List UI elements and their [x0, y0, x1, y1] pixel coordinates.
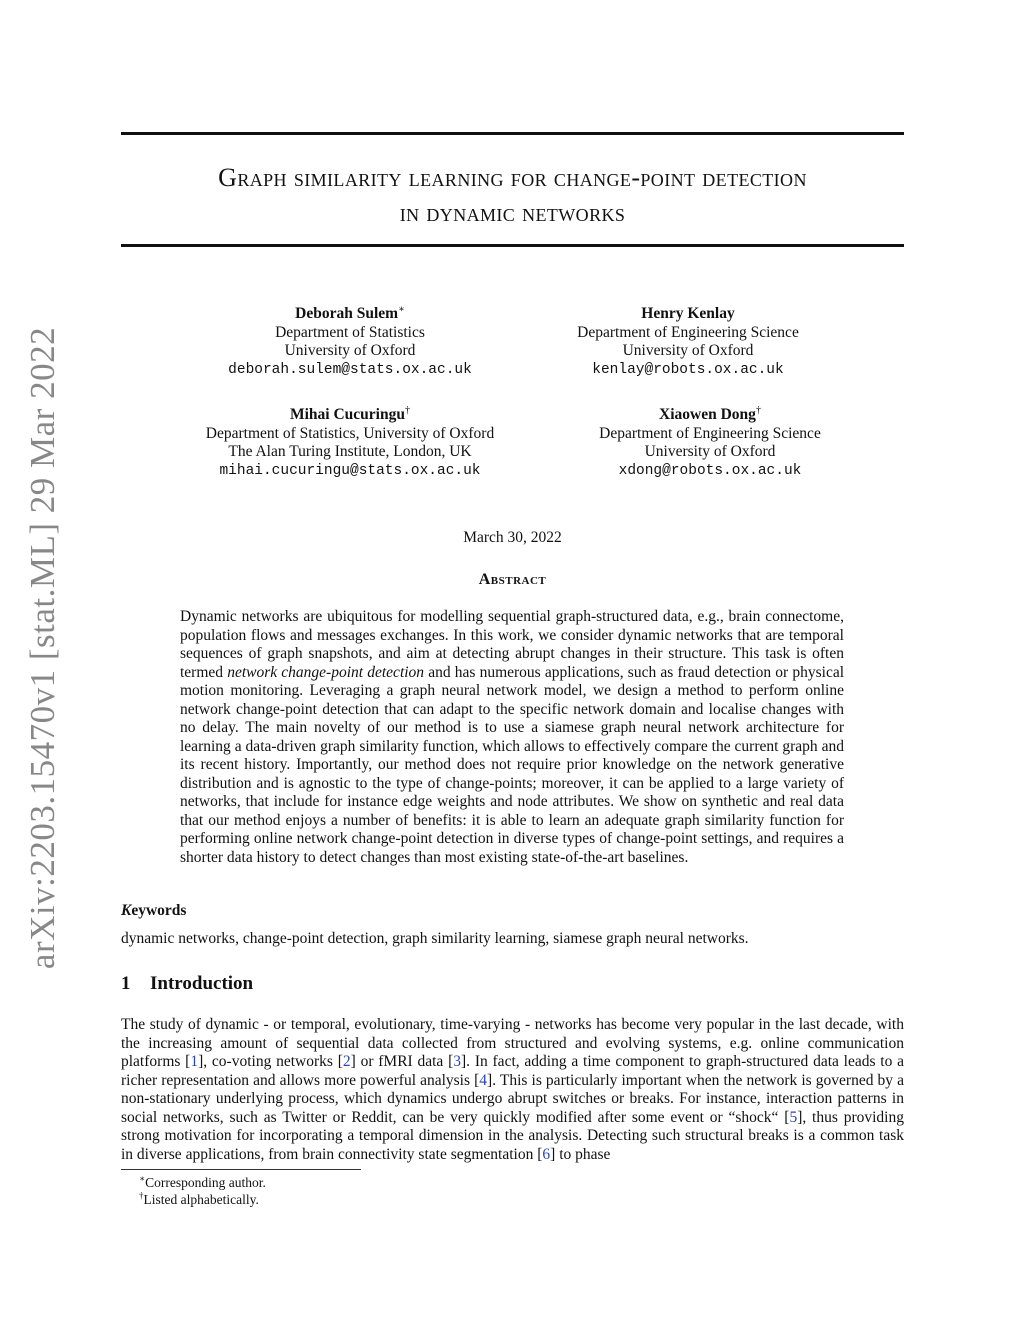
- author-affiliation: The Alan Turing Institute, London, UK: [228, 443, 472, 460]
- section-heading-introduction: [121, 973, 253, 995]
- paper-title-line-2: in dynamic networks: [399, 198, 626, 227]
- author-name: Mihai Cucuringu†: [290, 404, 410, 423]
- citation-link[interactable]: 6: [542, 1145, 551, 1163]
- author-affiliation: Department of Statistics: [275, 323, 425, 341]
- citation-link[interactable]: 1: [190, 1053, 199, 1070]
- author-affiliation: University of Oxford: [644, 443, 776, 460]
- author-name: Henry Kenlay: [641, 305, 735, 322]
- introduction-paragraph: The study of dynamic - or temporal, evolutionary, time-varying - networks has become very popular in the last decade, with the increasing amount of sequential data collected from structured and evolving systems, e.g. online communication platforms [1], co-voting networks [2] or fMRI data [3]. In fact, adding a time component to graph-structured data leads to a richer representation and allows more powerful analysis [4]. This is particularly important when the network is governed by a non-stationary underlying process, which dynamics undergo abrupt switches or breaks. For instance, interaction patterns in social networks, such as Twitter or Reddit, can be very quickly modified after some event or “shock“ [5], thus providing strong motivation for incorporating a temporal dimension in the analysis. Detecting such structural breaks is a common task in diverse applications, from brain connectivity state segmentation [6] to phase: [121, 1016, 905, 1163]
- citation-link[interactable]: 2: [342, 1053, 351, 1070]
- author-block-kenlay: [508, 305, 868, 379]
- title-bottom-rule: [121, 244, 904, 247]
- abstract-heading: Abstract: [478, 571, 547, 588]
- section-title: Introduction: [150, 973, 254, 994]
- author-email[interactable]: mihai.cucuringu@stats.ox.ac.uk: [219, 462, 481, 479]
- citation-link[interactable]: 4: [479, 1071, 488, 1089]
- section-number: 1: [121, 973, 131, 994]
- author-affiliation: University of Oxford: [622, 342, 754, 359]
- author-email[interactable]: xdong@robots.ox.ac.uk: [618, 462, 802, 479]
- author-block-dong: [530, 406, 890, 480]
- author-affiliation: Department of Engineering Science: [577, 323, 799, 341]
- citation-link[interactable]: 3: [453, 1053, 462, 1070]
- title-top-rule: [121, 132, 904, 135]
- footnote-alphabetical: †Listed alphabetically.: [139, 1190, 259, 1207]
- author-affiliation: University of Oxford: [284, 342, 416, 359]
- arxiv-identifier-stamp: arXiv:2203.15470v1 [stat.ML] 29 Mar 2022: [23, 326, 62, 970]
- footnote-corresponding-author: ∗Corresponding author.: [139, 1173, 266, 1190]
- paper-date: March 30, 2022: [463, 529, 562, 546]
- abstract-body: Dynamic networks are ubiquitous for modelling sequential graph-structured data, e.g., brain connectome, population flows and messages exchanges. In this work, we consider dynamic networks that are temporal sequences of graph snapshots, and aim at detecting abrupt changes in their structure. This task is often termed network change-point detection and has numerous applications, such as fraud detection or physical motion monitoring. Leveraging a graph neural network model, we design a method to perform online network change-point detection that can adapt to the specific network domain and localise changes with no delay. The main novelty of our method is to use a siamese graph neural network architecture for learning a data-driven graph similarity function, which allows to effectively compare the current graph and its recent history. Importantly, our method does not require prior knowledge on the network generative distribution and is agnostic to the type of change-points; moreover, it can be applied to a large variety of networks, that include for instance edge weights and node attributes. We show on synthetic and real data that our method enjoys a number of benefits: it is able to learn an adequate graph similarity function for performing online network change-point detection in diverse types of change-point settings, and requires a shorter data history to detect changes than most existing state-of-the-art baselines.: [180, 608, 845, 866]
- keywords-heading: Keywords: [121, 902, 187, 919]
- paper-title-line-1: Graph similarity learning for change-point detection: [218, 163, 807, 192]
- keywords-text: dynamic networks, change-point detection, graph similarity learning, siamese graph neural networks.: [121, 930, 749, 947]
- author-name: Deborah Sulem∗: [295, 303, 405, 322]
- author-email[interactable]: deborah.sulem@stats.ox.ac.uk: [228, 361, 472, 378]
- footnote-divider: [121, 1169, 361, 1170]
- abstract-emphasis: network change-point detection: [227, 663, 425, 681]
- author-block-cucuringu: [170, 406, 530, 480]
- author-email[interactable]: kenlay@robots.ox.ac.uk: [592, 361, 784, 378]
- author-block-sulem: [170, 305, 530, 379]
- author-name: Xiaowen Dong†: [659, 404, 761, 423]
- author-affiliation: Department of Statistics, University of Oxford: [205, 424, 495, 442]
- citation-link[interactable]: 5: [789, 1108, 798, 1126]
- author-affiliation: Department of Engineering Science: [599, 424, 821, 442]
